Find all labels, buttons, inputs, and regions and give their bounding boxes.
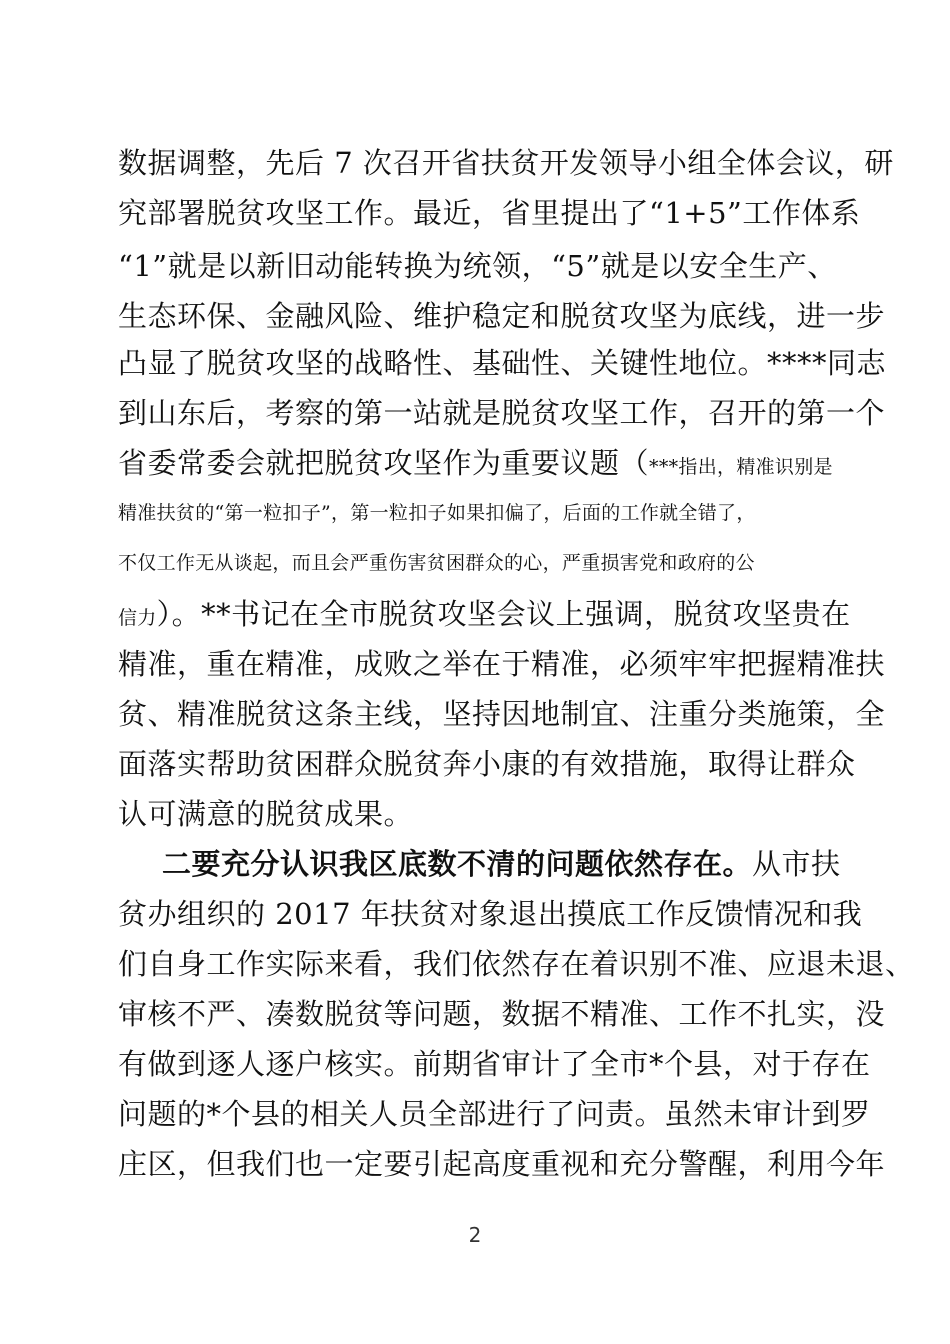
text-line-1: 数据调整，先后 7 次召开省扶贫开发领导小组全体会议，研 — [118, 146, 894, 180]
text-line-11: 精准，重在精准，成败之举在于精准，必须牢牢把握精准扶 — [118, 647, 886, 681]
text-line-7-small: ***指出，精准识别是 — [649, 456, 833, 478]
text-line-10-small: 信力 — [118, 607, 157, 629]
text-line-10-main: ）。**书记在全市脱贫攻坚会议上强调，脱贫攻坚贵在 — [156, 597, 851, 631]
text-line-12: 贫、精准脱贫这条主线，坚持因地制宜、注重分类施策，全 — [118, 697, 886, 731]
text-line-7 — [118, 443, 838, 487]
text-line-13: 面落实帮助贫困群众脱贫奔小康的有效措施，取得让群众 — [118, 747, 856, 781]
paragraph-2-first-line — [162, 844, 882, 884]
text-line-14: 认可满意的脱贫成果。 — [118, 797, 414, 831]
paragraph-2-line-3: 们自身工作实际来看，我们依然存在着识别不准、应退未退、 — [118, 947, 915, 981]
text-line-2: 究部署脱贫攻坚工作。最近，省里提出了“1+5”工作体系 — [118, 196, 861, 230]
paragraph-2-line-2: 贫办组织的 2017 年扶贫对象退出摸底工作反馈情况和我 — [118, 897, 863, 931]
text-line-6: 到山东后，考察的第一站就是脱贫攻坚工作，召开的第一个 — [118, 396, 886, 430]
paragraph-2-line-4: 审核不严、凑数脱贫等问题，数据不精准、工作不扎实，没 — [118, 997, 886, 1031]
text-line-7-main: 省委常委会就把脱贫攻坚作为重要议题（ — [118, 446, 650, 480]
text-line-3: “1”就是以新旧动能转换为统领，“5”就是以安全生产、 — [118, 249, 837, 283]
paragraph-2-line-6: 问题的*个县的相关人员全部进行了问责。虽然未审计到罗 — [118, 1097, 871, 1131]
paragraph-2-heading: 二要充分认识我区底数不清的问题依然存在。 — [162, 847, 753, 881]
paragraph-2-first-rest: 从市扶 — [752, 847, 841, 881]
small-text-line-2: 不仅工作无从谈起，而且会严重伤害贫困群众的心，严重损害党和政府的公 — [118, 552, 755, 574]
paragraph-2-line-7: 庄区，但我们也一定要引起高度重视和充分警醒，利用今年 — [118, 1147, 886, 1181]
text-line-5: 凸显了脱贫攻坚的战略性、基础性、关键性地位。****同志 — [118, 346, 887, 380]
text-line-10 — [118, 594, 851, 638]
small-text-line-1: 精准扶贫的“第一粒扣子”，第一粒扣子如果扣偏了，后面的工作就全错了， — [118, 502, 756, 524]
paragraph-2-line-5: 有做到逐人逐户核实。前期省审计了全市*个县，对于存在 — [118, 1047, 871, 1081]
text-line-4: 生态环保、金融风险、维护稳定和脱贫攻坚为底线，进一步 — [118, 299, 886, 333]
page-number: 2 — [468, 1223, 482, 1247]
